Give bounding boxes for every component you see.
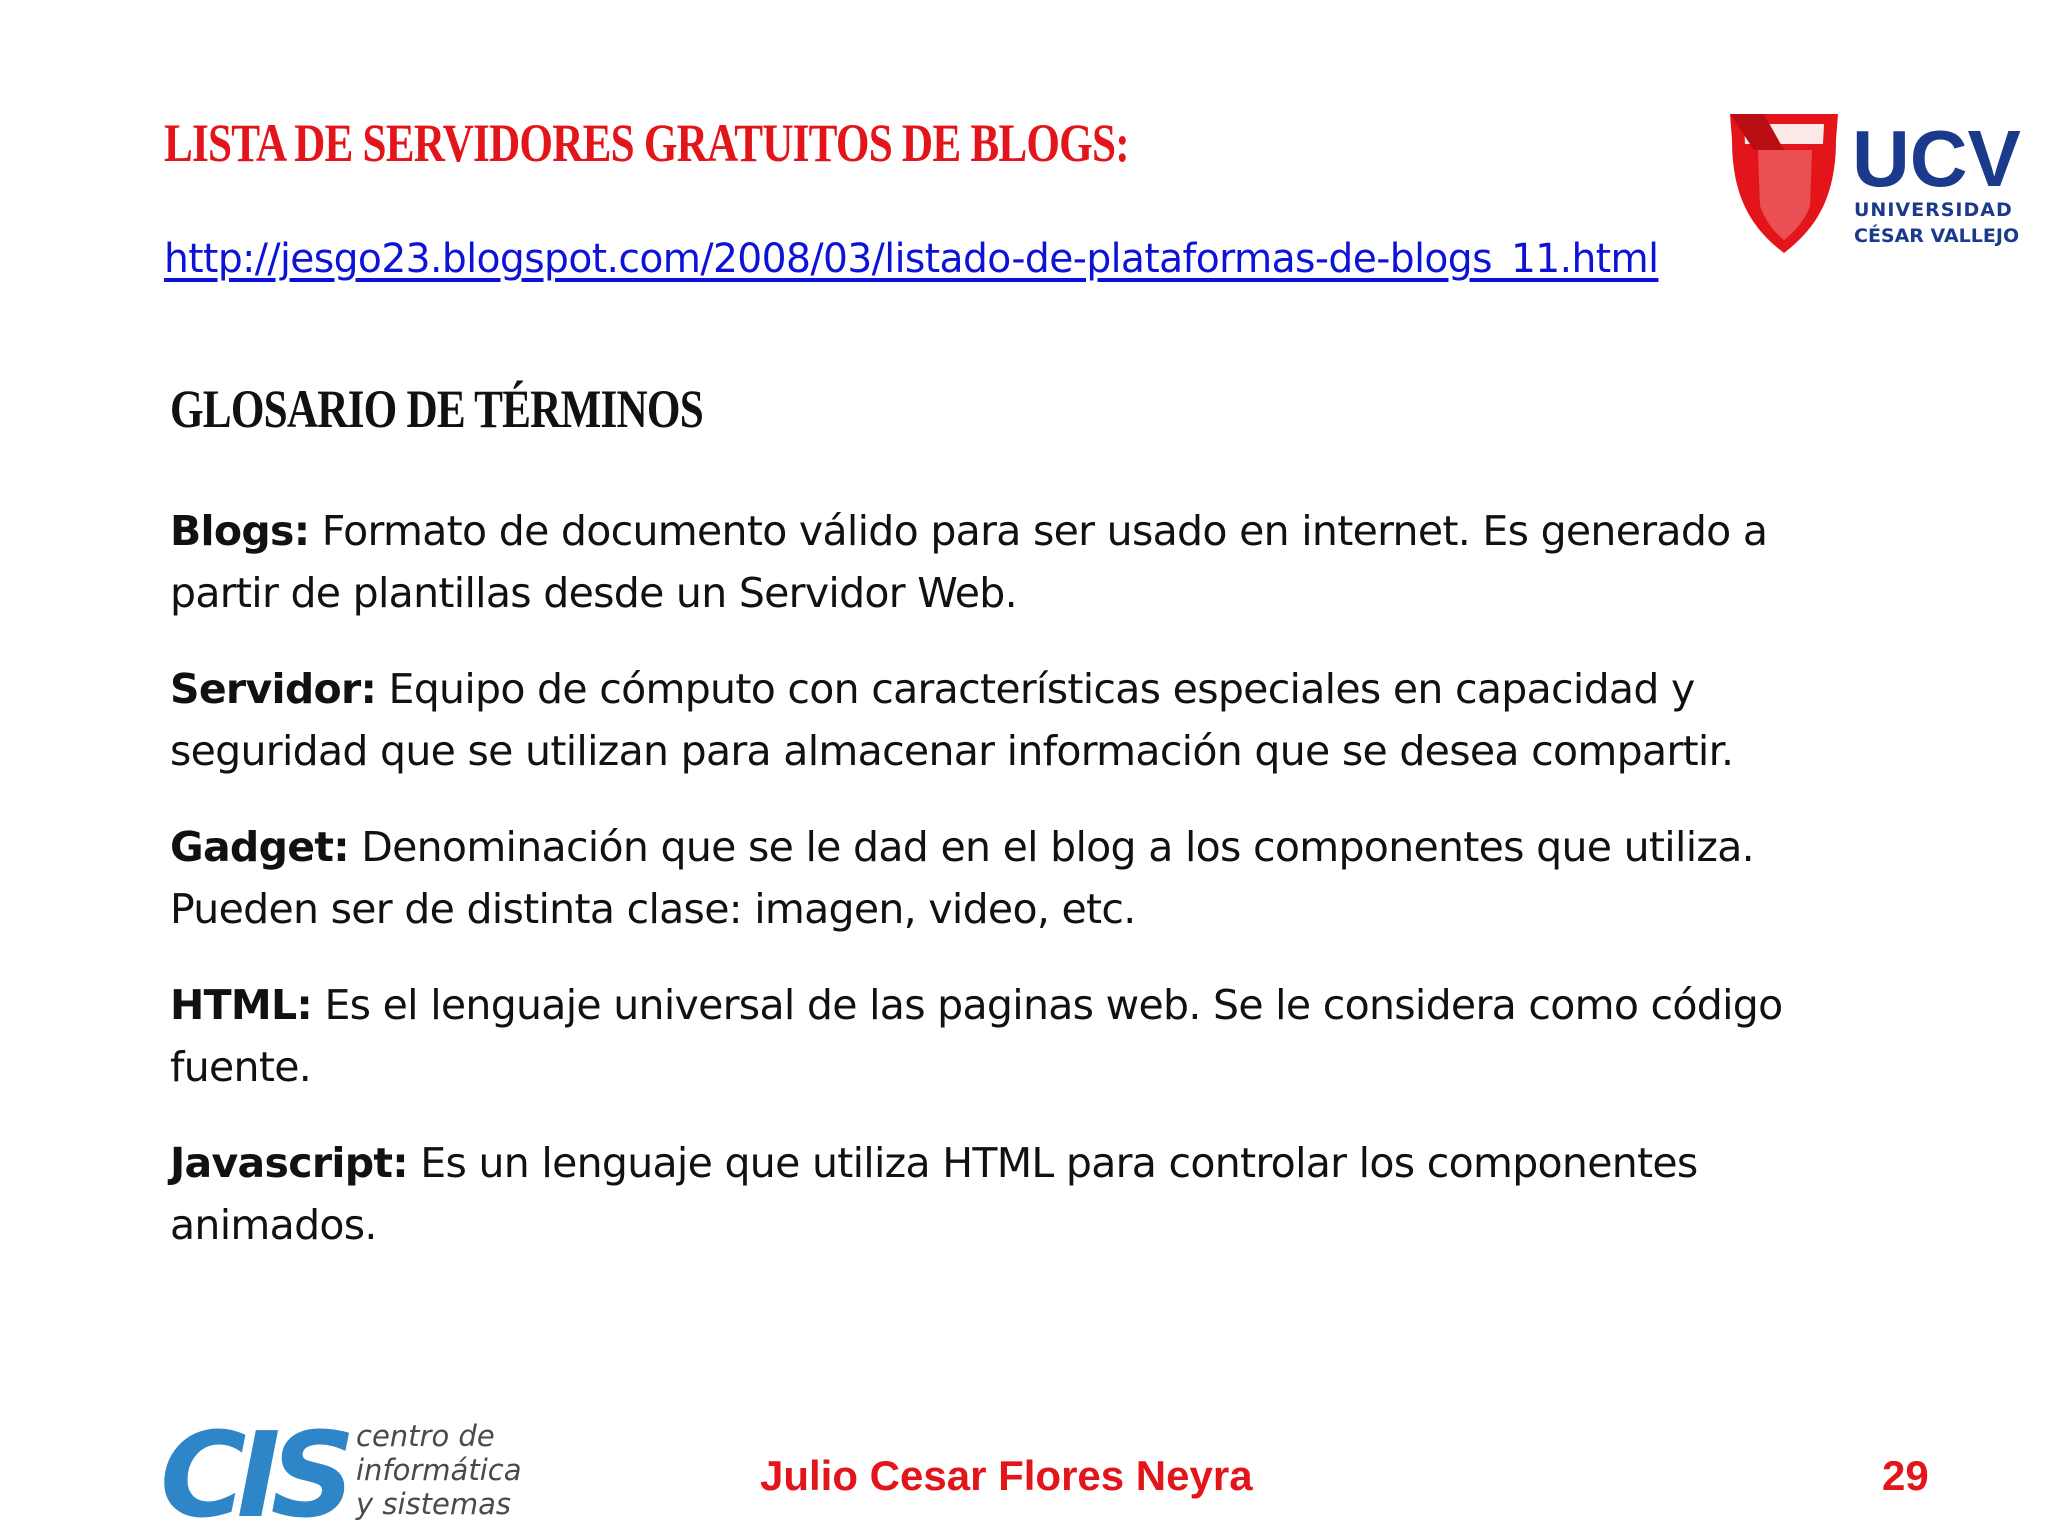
ucv-shield-icon: [1730, 114, 1838, 253]
ucv-logo-name: UCV: [1852, 114, 2021, 203]
term-definition: Es el lenguaje universal de las paginas web. Se le considera como código fuente.: [170, 981, 1783, 1091]
cis-logo: [160, 1416, 530, 1526]
cis-logo-name: CIS: [160, 1416, 346, 1526]
glossary-entry-html: [170, 974, 1850, 1098]
ucv-logo: [1724, 110, 2044, 255]
blog-platforms-link[interactable]: http://jesgo23.blogspot.com/2008/03/listado-de-plataformas-de-blogs_11.html: [164, 236, 1659, 282]
ucv-logo-line2: CÉSAR VALLEJO: [1854, 225, 2020, 247]
cis-logo-line3: y sistemas: [356, 1487, 511, 1521]
glossary-heading: GLOSARIO DE TÉRMINOS: [170, 379, 703, 439]
term-definition: Es un lenguaje que utiliza HTML para controlar los componentes animados.: [170, 1139, 1698, 1249]
glossary-entry-gadget: [170, 816, 1850, 940]
term-definition: Equipo de cómputo con características especiales en capacidad y seguridad que se utilizan para almacenar información que se desea compartir.: [170, 665, 1734, 775]
servers-list-heading: LISTA DE SERVIDORES GRATUITOS DE BLOGS:: [164, 113, 1129, 173]
glossary-entry-javascript: [170, 1132, 1850, 1256]
term-name: Gadget:: [170, 823, 349, 871]
term-name: Javascript:: [170, 1139, 408, 1187]
term-name: Blogs:: [170, 507, 310, 555]
cis-mark-icon: [160, 1416, 350, 1526]
term-name: HTML:: [170, 981, 313, 1029]
term-definition: Denominación que se le dad en el blog a los componentes que utiliza. Pueden ser de distinta clase: imagen, video, etc.: [170, 823, 1754, 933]
glossary-entry-servidor: [170, 658, 1850, 782]
term-name: Servidor:: [170, 665, 377, 713]
cis-logo-line1: centro de: [356, 1419, 495, 1453]
ucv-logo-line1: UNIVERSIDAD: [1854, 199, 2013, 221]
footer-author: Julio Cesar Flores Neyra: [760, 1452, 1253, 1499]
glossary-entry-blogs: [170, 500, 1850, 624]
page-number: 29: [1882, 1452, 1929, 1499]
term-definition: Formato de documento válido para ser usado en internet. Es generado a partir de plantillas desde un Servidor Web.: [170, 507, 1768, 617]
glossary-list: [170, 500, 1850, 1290]
cis-logo-line2: informática: [356, 1453, 522, 1487]
